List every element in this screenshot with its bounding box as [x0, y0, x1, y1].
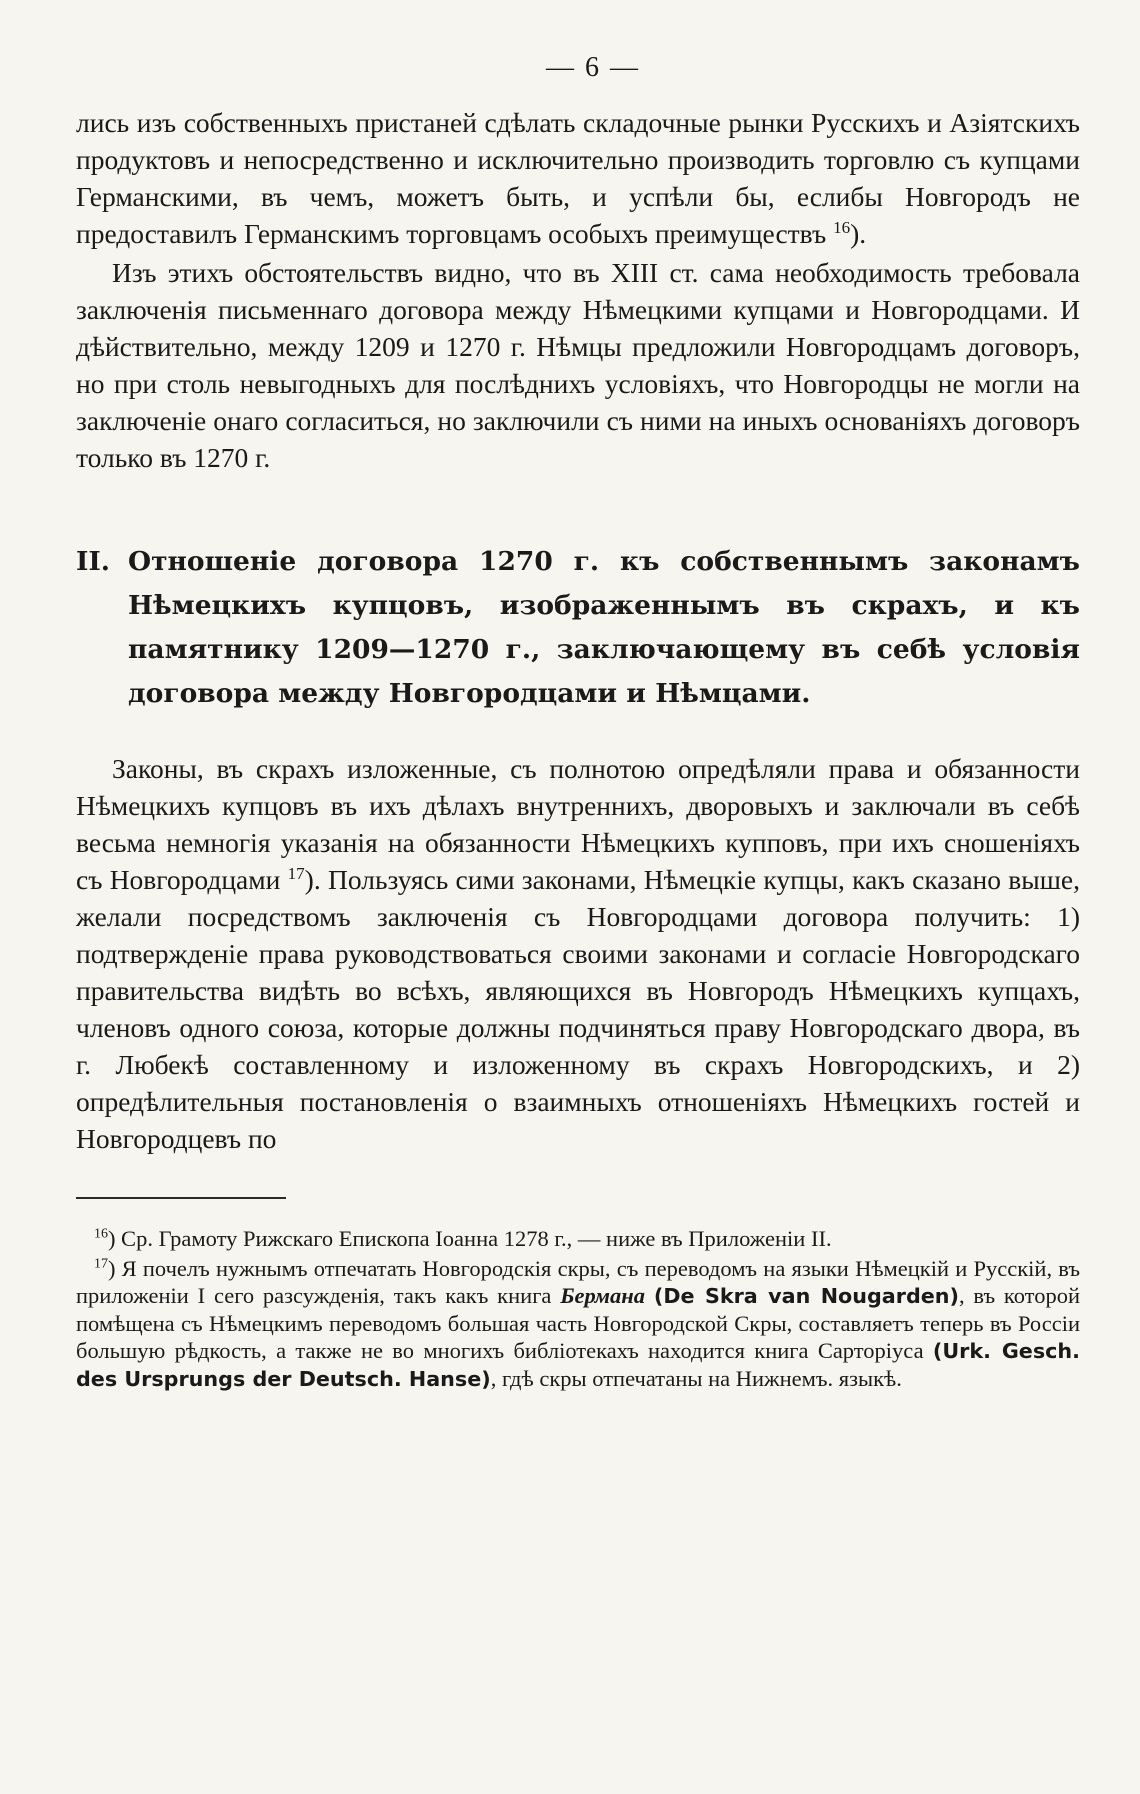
body-text	[76, 104, 1080, 476]
footnote-text: ) Я почелъ нужнымъ отпечатать Новгородскія скры, съ переводомъ на языки Нѣмецкій и Русскій, въ приложеніи I сего разсужденія, такъ какъ книга	[76, 1256, 1080, 1308]
paragraph	[76, 750, 1080, 1157]
section-body	[76, 750, 1080, 1157]
footnote-mark: 17	[94, 1256, 108, 1272]
footnote-reference[interactable]: 17	[287, 863, 305, 883]
footnote-mark: 16	[94, 1226, 108, 1242]
section-title: Отношеніе договора 1270 г. къ собственнымъ законамъ Нѣмецкихъ купцовъ, изображеннымъ въ скрахъ, и къ памятнику 1209—1270 г., заключающему въ себѣ условія договора между Новгородцами и Нѣмцами.	[128, 546, 1080, 709]
footnote-text: , гдѣ скры отпечатаны на Нижнемъ. языкѣ.	[490, 1366, 902, 1391]
paragraph: Изъ этихъ обстоятельствъ видно, что въ XIII ст. сама необходимость требовала заключенія письменнаго договора между Нѣмецкими купцами и Новгородцами. И дѣйствительно, между 1209 и 1270 г. Нѣмцы предложили Новгородцамъ договоръ, но при столь невыгодныхъ для послѣднихъ условіяхъ, что Новгородцы не могли на заключеніе онаго согласиться, но заключили съ ними на иныхъ основаніяхъ договоръ только въ 1270 г.	[76, 257, 1080, 473]
footnote-reference[interactable]: 16	[833, 217, 851, 237]
book-title: (De Skra van Nougarden)	[653, 1284, 959, 1308]
paragraph-text: ). Пользуясь сими законами, Нѣмецкіе купцы, какъ сказано выше, желали посредствомъ заключенія съ Новгородцами договора получить: 1) подтвержденіе права руководствоваться своими законами и согласіе Новгородскаго правительства видѣть во всѣхъ, являющихся въ Новгородъ Нѣмецкихъ купцахъ, членовъ одного союза, которые должны подчиняться праву Новгородскаго двора, въ г. Любекѣ составленному и изложенному въ скрахъ Новгородскихъ, и 2) опредѣлительныя постановленія о взаимныхъ отношеніяхъ Нѣмецкихъ гостей и Новгородцевъ по	[76, 864, 1080, 1154]
footnotes	[76, 1225, 1080, 1393]
author-name: Бермана	[560, 1283, 646, 1308]
footnote-text: , въ которой помѣщена съ Нѣмецкимъ переводомъ большая часть Новгородской Скры, составляетъ теперь въ Россіи большую рѣдкость, а также не во многихъ библіотекахъ находится книга Сарторіуса	[76, 1283, 1080, 1363]
footnote-divider	[76, 1197, 286, 1199]
footnote-text: ) Ср. Грамоту Рижскаго Епископа Іоанна 1278 г., — ниже въ Приложеніи II.	[107, 1226, 832, 1251]
footnote-17	[76, 1255, 1080, 1393]
footnote-16	[76, 1225, 1080, 1252]
book-title: (Urk. Gesch. des Ursprungs der Deutsch. Hanse)	[76, 1339, 1080, 1391]
paragraph-text: Законы, въ скрахъ изложенные, съ полнотою опредѣляли права и обязанности Нѣмецкихъ купцовъ въ ихъ дѣлахъ внутреннихъ, дворовыхъ и заключали въ себѣ весьма немногія указанія на обязанности Нѣмецкихъ купповъ, при ихъ сношеніяхъ съ Новгородцами	[76, 753, 1080, 895]
page-number: — 6 —	[546, 52, 640, 83]
section-heading	[76, 540, 1080, 716]
paragraph-text-tail: ).	[850, 218, 867, 249]
paragraph-continuation	[76, 104, 1080, 252]
paragraph-text: лись изъ собственныхъ пристаней сдѣлать складочные рынки Русскихъ и Азіятскихъ продуктовъ и непосредственно и исключительно производить торговлю съ купцами Германскими, въ чемъ, можетъ быть, и успѣли бы, еслибы Новгородъ не предоставилъ Германскимъ торговцамъ особыхъ преимуществъ	[76, 107, 1080, 249]
section-numeral: II.	[76, 546, 111, 577]
